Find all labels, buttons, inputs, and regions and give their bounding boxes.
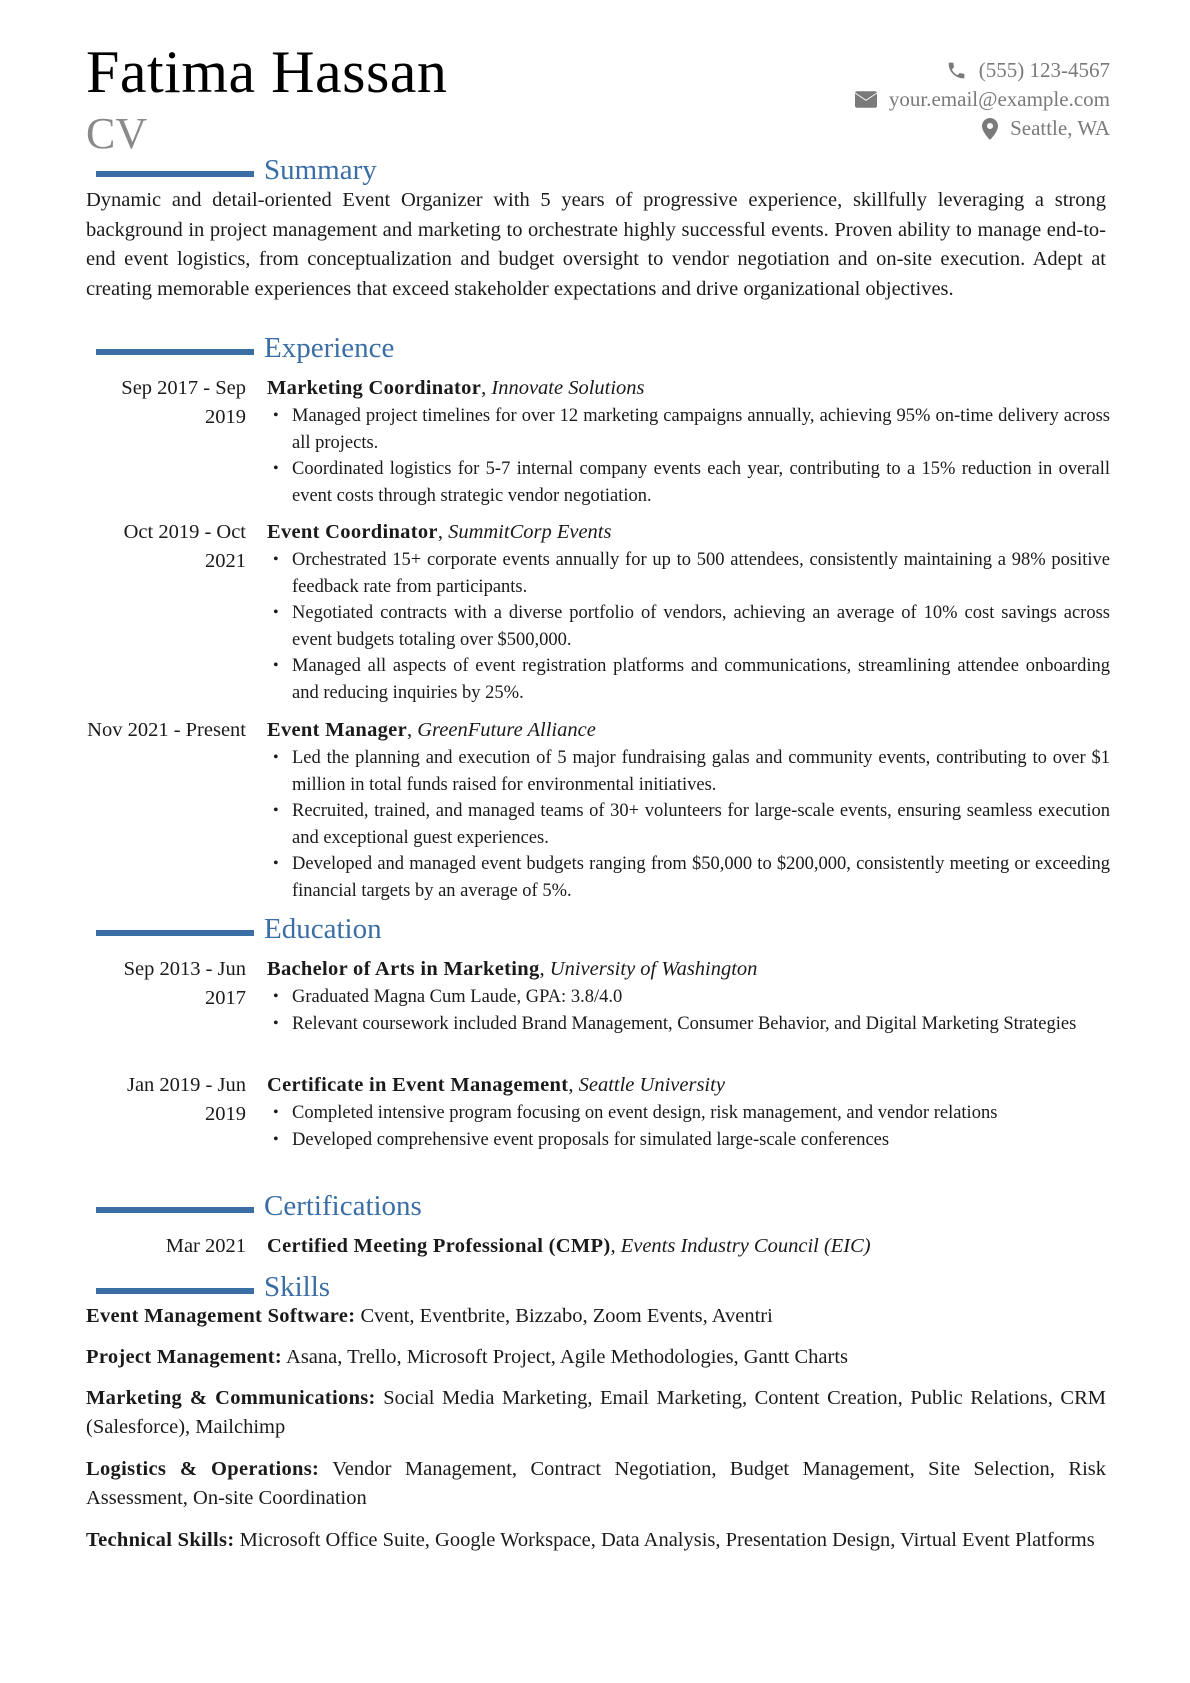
entry-bullets [267,403,1110,509]
contact-block [855,56,1110,143]
section-rule [96,349,254,355]
entry-body [267,716,1110,904]
entry-title: Bachelor of Arts in Marketing, University of Washington [267,958,758,980]
skill-value: Vendor Management, Contract Negotiation, Budget Management, Site Selection, Risk Assessment, On-site Coordination [86,1458,1106,1509]
entry-org: Innovate Solutions [491,377,645,399]
entry-role: Bachelor of Arts in Marketing [267,958,540,980]
entry-title: Event Manager, GreenFuture Alliance [267,719,596,741]
section-title: Summary [264,154,377,186]
entry-title: Event Coordinator, SummitCorp Events [267,521,612,543]
skill-label: Project Management: [86,1346,283,1368]
contact-location [855,114,1110,143]
entry-org: Seattle University [578,1074,725,1096]
section-rule [96,930,254,936]
list-item: • Managed all aspects of event registration platforms and communications, streamlining attendee onboarding and reducing inquiries by 25%. [267,653,1110,706]
list-item: • Coordinated logistics for 5-7 internal company events each year, contributing to a 15% reduction in overall event costs through strategic vendor negotiation. [267,456,1110,509]
entry-title: Certificate in Event Management, Seattle University [267,1074,725,1096]
entry-date: Jan 2019 - Jun 2019 [126,1074,246,1125]
list-item: • Led the planning and execution of 5 major fundraising galas and community events, contributing to over $1 million in total funds raised for environmental initiatives. [267,745,1110,798]
entry-date: Mar 2021 [165,1235,246,1257]
entry-role: Certificate in Event Management [267,1074,569,1096]
location-text: Seattle, WA [1010,116,1110,140]
section-title: Education [264,913,382,945]
skill-label: Technical Skills: [86,1529,235,1551]
section-title: Experience [264,332,395,364]
list-item: • Negotiated contracts with a diverse portfolio of vendors, achieving an average of 10% cost savings across event budgets totaling over $500,000. [267,600,1110,653]
list-item: • Developed comprehensive event proposals for simulated large-scale conferences [267,1127,1110,1154]
skill-label: Event Management Software: [86,1305,356,1327]
entry-role: Event Manager [267,719,407,741]
entry-body [267,1071,1110,1153]
phone-icon [946,60,967,81]
section-title: Certifications [264,1190,422,1222]
entry-body [267,518,1110,706]
skill-line [86,1455,1106,1513]
envelope-icon [855,91,877,108]
section-rule [96,171,254,177]
skill-line [86,1526,1106,1555]
entry-role: Event Coordinator [267,521,438,543]
entry-date: Nov 2021 - Present [87,719,246,741]
section-rule [96,1288,254,1294]
skill-value: Microsoft Office Suite, Google Workspace, Data Analysis, Presentation Design, Virtual Event Platforms [239,1529,1095,1551]
list-item: • Relevant coursework included Brand Management, Consumer Behavior, and Digital Marketing Strategies [267,1011,1110,1038]
document-subtitle: CV [86,109,148,158]
skill-label: Logistics & Operations: [86,1458,320,1480]
section-summary-heading [96,156,377,185]
entry-body [267,374,1110,509]
list-item: • Recruited, trained, and managed teams of 30+ volunteers for large-scale events, ensuring seamless execution and exceptional guest experiences. [267,798,1110,851]
contact-email [855,85,1110,114]
entry-role: Certified Meeting Professional (CMP) [267,1235,611,1257]
email-text: your.email@example.com [888,87,1110,111]
entry-org: GreenFuture Alliance [417,719,596,741]
entry-body [267,955,1110,1037]
skill-line [86,1384,1106,1442]
section-title: Skills [264,1271,331,1303]
entry-org: University of Washington [549,958,758,980]
phone-text: (555) 123-4567 [978,58,1110,82]
list-item: • Graduated Magna Cum Laude, GPA: 3.8/4.0 [267,984,1110,1011]
skill-value: Asana, Trello, Microsoft Project, Agile Methodologies, Gantt Charts [286,1346,849,1368]
entry-body [267,1232,1110,1261]
entry-bullets [267,745,1110,904]
person-name: Fatima Hassan [86,39,448,105]
entry-title: Marketing Coordinator, Innovate Solutions [267,377,645,399]
summary-text: Dynamic and detail-oriented Event Organizer with 5 years of progressive experience, skillfully leveraging a strong background in project management and marketing to orchestrate highly successful events. Proven ability to manage end-to-end event logistics, from conceptualization and budget oversight to vendor negotiation and on-site execution. Adept at creating memorable experiences that exceed stakeholder expectations and drive organizational objectives. [86,189,1106,300]
section-education-heading [96,915,382,944]
skill-line [86,1302,1106,1331]
section-rule [96,1207,254,1213]
list-item: • Managed project timelines for over 12 marketing campaigns annually, achieving 95% on-time delivery across all projects. [267,403,1110,456]
entry-org: SummitCorp Events [448,521,612,543]
map-pin-icon [982,118,998,140]
entry-date: Sep 2013 - Jun 2017 [123,958,246,1009]
skill-value: Cvent, Eventbrite, Bizzabo, Zoom Events, Aventri [360,1305,773,1327]
skill-line [86,1343,1106,1372]
entry-bullets [267,984,1110,1037]
section-skills-heading [96,1273,330,1302]
entry-bullets [267,1100,1110,1153]
skill-label: Marketing & Communications: [86,1387,376,1409]
list-item: • Orchestrated 15+ corporate events annually for up to 500 attendees, consistently maintaining a 98% positive feedback rate from participants. [267,547,1110,600]
entry-bullets [267,547,1110,706]
cv-header [86,39,1110,162]
entry-date: Oct 2019 - Oct 2021 [123,521,246,572]
skill-value: Social Media Marketing, Email Marketing, Content Creation, Public Relations, CRM (Salesforce), Mailchimp [86,1387,1106,1438]
entry-role: Marketing Coordinator [267,377,482,399]
list-item: • Completed intensive program focusing on event design, risk management, and vendor relations [267,1100,1110,1127]
section-certifications-heading [96,1192,422,1221]
section-experience-heading [96,334,394,363]
contact-phone [855,56,1110,85]
entry-title: Certified Meeting Professional (CMP), Events Industry Council (EIC) [267,1235,871,1257]
list-item: • Developed and managed event budgets ranging from $50,000 to $200,000, consistently meeting or exceeding financial targets by an average of 5%. [267,851,1110,904]
entry-date: Sep 2017 - Sep 2019 [121,377,246,428]
entry-org: Events Industry Council (EIC) [620,1235,871,1257]
